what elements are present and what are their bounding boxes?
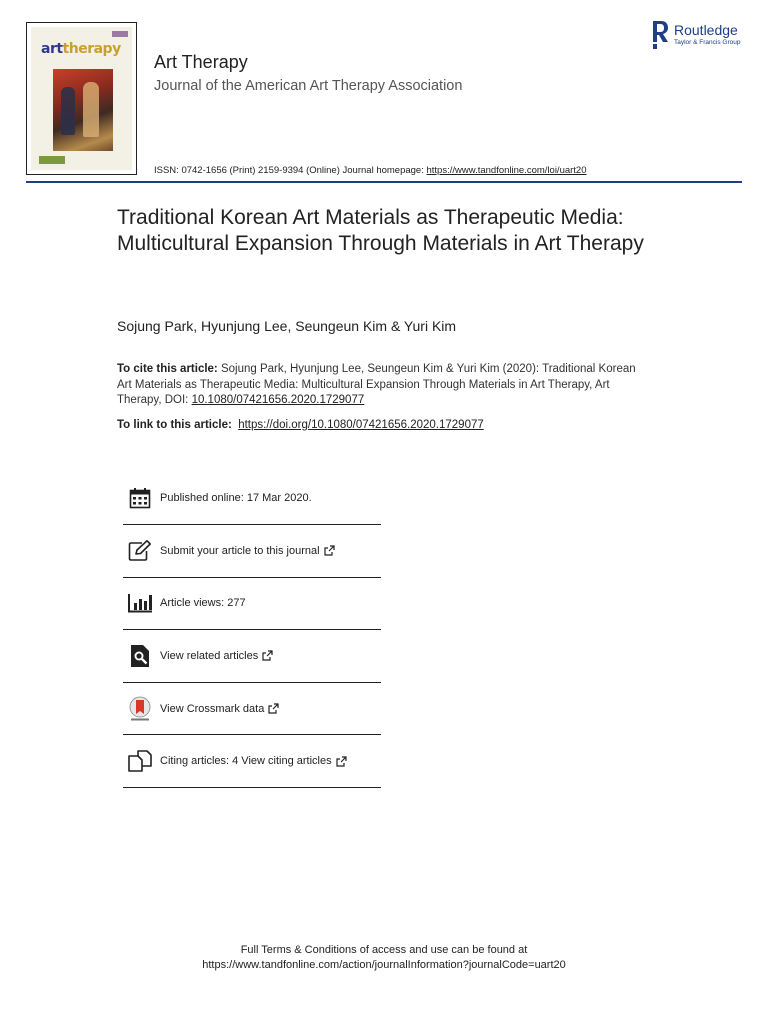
cover-figure bbox=[83, 82, 99, 137]
header-rule bbox=[26, 181, 742, 183]
routledge-logo[interactable] bbox=[652, 20, 752, 52]
footer bbox=[0, 943, 768, 973]
submit-article-row[interactable] bbox=[123, 525, 381, 578]
bar-chart-icon bbox=[127, 590, 153, 616]
related-articles-row[interactable] bbox=[123, 630, 381, 683]
publisher-group: Taylor & Francis Group bbox=[674, 39, 741, 46]
citation-label: To cite this article: bbox=[117, 363, 218, 375]
article-link-label: To link to this article: bbox=[117, 419, 232, 431]
journal-title: Art Therapy bbox=[154, 52, 248, 72]
cover-figure bbox=[61, 87, 75, 135]
crossmark-link[interactable]: View Crossmark data bbox=[160, 702, 265, 715]
crossmark-row[interactable] bbox=[123, 683, 381, 736]
footer-terms-text: Full Terms & Conditions of access and use can be found at bbox=[240, 944, 528, 956]
journal-subtitle: Journal of the American Art Therapy Association bbox=[154, 78, 463, 94]
article-title: Traditional Korean Art Materials as Therapeutic Media: Multicultural Expansion Through Materials in Art Therapy bbox=[117, 206, 644, 255]
search-document-icon bbox=[127, 643, 153, 669]
crossmark-icon bbox=[127, 696, 153, 722]
article-views-text: Article views: 277 bbox=[160, 597, 246, 610]
edit-icon bbox=[127, 538, 153, 564]
submit-article-link[interactable]: Submit your article to this journal bbox=[160, 544, 320, 557]
citing-articles-link[interactable]: Citing articles: 4 View citing articles bbox=[160, 755, 332, 768]
publisher-name: Routledge bbox=[674, 22, 738, 38]
citation-block bbox=[117, 362, 637, 409]
external-link-icon bbox=[336, 756, 347, 767]
citation-text: Sojung Park, Hyunjung Lee, Seungeun Kim & Yuri Kim (2020): Traditional Korean Art Materials as Therapeutic Media: Multicultural Expansion Through Materials in Art Therapy, Art Therapy, DOI: bbox=[117, 363, 636, 406]
published-online-text: Published online: 17 Mar 2020. bbox=[160, 492, 312, 504]
external-link-icon bbox=[268, 703, 279, 714]
citing-articles-row[interactable] bbox=[123, 735, 381, 788]
citing-articles-icon bbox=[127, 748, 153, 774]
article-info-list bbox=[123, 472, 381, 788]
citation-doi-link[interactable]: 10.1080/07421656.2020.1729077 bbox=[191, 394, 365, 406]
external-link-icon bbox=[262, 650, 273, 661]
issn-text: ISSN: 0742-1656 (Print) 2159-9394 (Online) Journal homepage: bbox=[154, 165, 427, 176]
calendar-icon bbox=[127, 485, 153, 511]
article-views-row bbox=[123, 578, 381, 631]
article-link-block bbox=[117, 419, 484, 431]
published-online-row bbox=[123, 472, 381, 525]
journal-homepage-link[interactable]: https://www.tandfonline.com/loi/uart20 bbox=[426, 165, 587, 176]
issn-line bbox=[154, 165, 587, 176]
footer-terms-url[interactable]: https://www.tandfonline.com/action/journalInformation?journalCode=uart20 bbox=[202, 959, 566, 971]
article-authors: Sojung Park, Hyunjung Lee, Seungeun Kim & Yuri Kim bbox=[117, 318, 457, 334]
related-articles-link[interactable]: View related articles bbox=[160, 649, 259, 662]
external-link-icon bbox=[324, 545, 335, 556]
journal-cover-image bbox=[26, 22, 137, 175]
article-doi-url[interactable]: https://doi.org/10.1080/07421656.2020.1729077 bbox=[238, 419, 484, 431]
cover-strip bbox=[112, 31, 128, 37]
cover-publisher-tag bbox=[39, 156, 65, 164]
routledge-r-icon bbox=[652, 20, 669, 50]
cover-logo: arttherapy bbox=[41, 41, 121, 57]
